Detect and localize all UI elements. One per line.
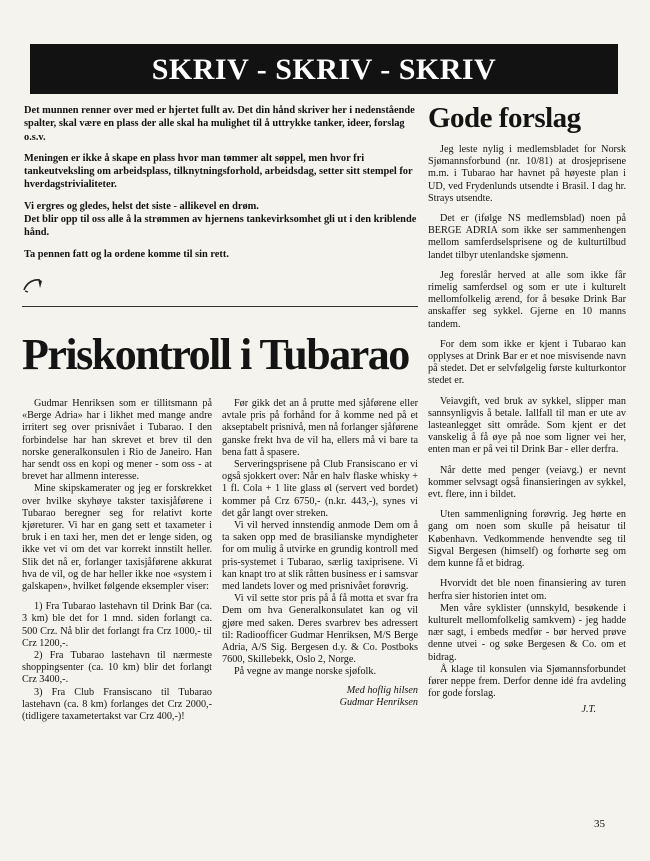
article-paragraph: 1) Fra Tubarao lastehavn til Drink Bar (ca. 3 km) ble det for 1 mnd. siden forlangt ca. 500 Crz. Nå blir det forlangt fra Crz 1000,- til Crz 1200,-. [22,601,212,649]
article-paragraph: På vegne av mange norske sjøfolk. [234,666,377,678]
signature-name: Gudmar Henriksen [339,696,418,708]
sidebar-signature: J.T. [581,704,596,716]
sidebar-paragraph: Når dette med penger (veiavg.) er nevnt kommer selvsagt også finansieringen av sykkel, evt. flere, inn i bildet. [428,464,626,501]
article-column-2 [222,398,418,709]
article-paragraph: 3) Fra Club Fransiscano til Tubarao lastehavn (ca. 8 km) forlanges det Crz 2000,- (tidligere taxametertakst var Crz 400,-)! [22,686,212,723]
intro-paragraph: Meningen er ikke å skape en plass hvor man tømmer alt søppel, men hvor fri tankeutveksling om arbeidsplass, tilknytningsforhold, arbeidsdag, setter sitt stempel for hverdagstrivialiteter. [24,152,413,191]
sidebar-paragraph: Uten sammenligning forøvrig. Jeg hørte en gang om noen som skulle på heisatur til København. Vedkommende henvendte seg til Sigval Bergesen (himself) og forhørte seg om dem kunne få et bidrag. [428,509,626,570]
intro-paragraph: Det munnen renner over med er hjertet fullt av. Det din hånd skriver her i nedenstående spalter, skal være en plass der alle skal ha mulighet til å uttrykke tanker, ideer, forslag o.s.v. [24,105,415,143]
pen-icon [22,276,44,294]
sidebar-paragraph: Det er (ifølge NS medlemsblad) noen på BERGE ADRIA som ikke ser sammenhengen mellom samferdselsprisene og de kulturtilbud landet tilbyr utenlandske sjømenn. [428,213,626,261]
section-banner: SKRIV - SKRIV - SKRIV [30,44,618,94]
article-paragraph: 2) Fra Tubarao lastehavn til nærmeste shoppingsenter (ca. 10 km) blir det forlangt Crz 3400,-. [22,650,212,686]
sidebar-paragraph: Å klage til konsulen via Sjømannsforbundet fører neppe frem. Derfor denne idé fra avdeling for gode forslag. [428,663,626,700]
article-column-1 [22,398,212,723]
sidebar-column [428,144,626,717]
article-paragraph: Før gikk det an å prutte med sjåførene eller avtale pris på forhånd for å komme ned på et akseptabelt prisnivå, men nå forlanger sjåførene ganske frekt hva de vil ha, ellers må vi bare ta bena fatt å spasere. [222,398,418,458]
sidebar-paragraph: Veiavgift, ved bruk av sykkel, slipper man sannsynligvis å betale. Iallfall til man er ute av lasteanlegget sitt område. Som kjent er det vanskelig å få øye på noe som ligner vei her, enten man er på vei til Drink Bar - eller derfra. [428,395,626,456]
intro-paragraph: Vi ergres og gledes, helst det siste - allikevel en drøm. Det blir opp til oss alle å la strømmen av hjernens tankevirksomhet gli ut i den kriblende hånd. [24,200,417,239]
section-divider [22,306,418,307]
intro-paragraph: Ta pennen fatt og la ordene komme til sin rett. [24,248,229,260]
sidebar-paragraph: For dem som ikke er kjent i Tubarao kan opplyses at Drink Bar er et noe misvisende navn på stedet. Det er selvfølgelig første kulturkontor stedet er. [428,338,626,387]
sidebar-paragraph: Men våre syklister (unnskyld, besøkende i kulturelt mellomfolkelig samkvem) - jeg hadde nær sagt, i embeds medfør - bør herved prøve denne utvei - og søke Bergesen & Co. om et bidrag. [428,602,626,663]
signature-greeting: Med hoflig hilsen [346,684,418,696]
intro-text [24,104,418,269]
sidebar-paragraph: Jeg foreslår herved at alle som ikke får rimelig samferdsel og som er ute i kulturelt mellomfolkelig ærend, for å besøke Drink Bar anskaffer seg sykkel. Gjerne en 10 manns tandem. [428,269,626,330]
article-paragraph: Serveringsprisene på Club Fransiscano er vi også sjokkert over: Når en halv flaske whisky + 1 fl. Cola + 1 lite glass øl (servert ved bordet) kommer på Crz 6750,- (n.kr. 443,-), synes vi det går langt over streken. [222,459,418,519]
article-paragraph: Mine skipskamerater og jeg er forskrekket over hvilke skyhøye takster taxisjåførene i Tubarao beregner seg for relativt korte kjøreturer. Vi har en gang sett et taxameter i bruk i en taxi her, men det er lenge siden, og ikke vet vi om det var korrekt innstilt heller. Slik det nå er, forlanger taxisjåførene akkurat hva de vil, og de har heller ikke noe «system i galskapen», hvilket følgende eksempler viser: [22,483,212,593]
article-paragraph: Vi vil sette stor pris på å få motta et svar fra Dem om hva Generalkonsulatet kan og vil gjøre med saken. Deres svarbrev bes adressert til: Radioofficer Gudmar Henriksen, M/S Berge Adria, A/S Sig. Bergesen d.y. & Co. Postboks 7600, Skillebekk, Oslo 2, Norge. [222,593,418,666]
article-paragraph: Vi vil herved innstendig anmode Dem om å ta saken opp med de brasilianske myndigheter for om mulig å utvirke en grundig kontroll med pris-systemet i Tubarao, særlig taxiprisene. Vi kan knapt tro at slik råtten business er i samsvar med landets lover og med prisnivået forøvrig. [222,520,418,593]
sidebar-paragraph: Jeg leste nylig i medlemsbladet for Norsk Sjømannsforbund (nr. 10/81) at drosjeprisene m.m. i Tubarao har havnet på høyeste plan i UD, ved Frydenlunds utsendte i Brasil. I dag hr. Strays utsendte. [428,144,626,204]
sidebar-title: Gode forslag [428,102,581,134]
article-paragraph: Gudmar Henriksen som er tillitsmann på «Berge Adria» har i likhet med mange andre irritert seg over prisnivået i Tubarao. I den forbindelse har han skrevet et brev til den norske generalkonsulen i Rio de Janeiro. Han har sendt oss en kopi og mener - som oss - at brevet har allmenn interesse. [22,398,212,483]
sidebar-paragraph: Hvorvidt det ble noen finansiering av turen herfra sier historien intet om. [428,578,626,602]
article-title: Priskontroll i Tubarao [22,330,409,379]
page-number: 35 [594,818,605,830]
